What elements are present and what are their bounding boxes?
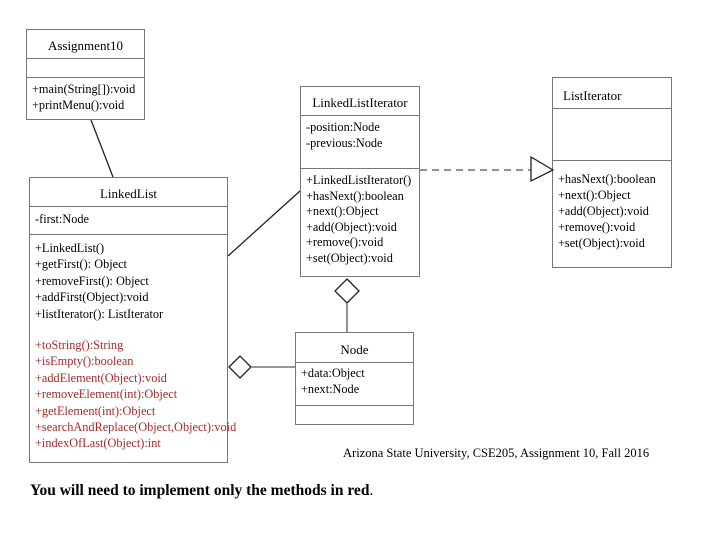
method-line: +remove():void — [558, 220, 636, 234]
method-line: +hasNext():boolean — [306, 188, 404, 203]
fields-compartment-linkedlistiterator — [301, 116, 419, 169]
method-line: +hasNext():boolean — [558, 172, 656, 186]
implementation-note — [30, 482, 373, 500]
aggregation-diamond-linkedlistiterator-node-icon — [335, 279, 359, 303]
method-line-red: +indexOfLast(Object):int — [35, 436, 161, 451]
methods-compartment-linkedlistiterator — [301, 169, 419, 267]
hollow-triangle-arrowhead-icon — [531, 157, 553, 181]
method-line: +next():Object — [306, 204, 379, 219]
class-box-linkedlist — [29, 177, 237, 463]
class-title-listiterator: ListIterator — [553, 78, 671, 109]
methods-compartment-linkedlist — [30, 235, 237, 452]
class-box-listiterator — [552, 77, 672, 268]
method-line-red: +getElement(int):Object — [35, 403, 156, 418]
method-line: +main(String[]):void — [32, 82, 136, 96]
method-line-red: +isEmpty():boolean — [35, 354, 134, 369]
association-line-linkedlist-linkedlistiterator — [228, 191, 300, 256]
method-line-red: +toString():String — [35, 338, 124, 353]
methods-compartment-listiterator — [553, 161, 671, 251]
method-line: +set(Object):void — [306, 250, 393, 265]
association-line-assignment10-linkedlist — [91, 120, 113, 177]
method-line: +LinkedListIterator() — [306, 173, 412, 187]
implementation-note-period: . — [369, 482, 374, 499]
method-line: +removeFirst(): Object — [35, 273, 149, 288]
method-line-red: +removeElement(int):Object — [35, 387, 178, 402]
field-line: -previous:Node — [306, 136, 383, 150]
class-box-assignment10 — [26, 29, 145, 120]
method-line: +remove():void — [306, 235, 384, 250]
class-title-assignment10: Assignment10 — [27, 30, 144, 59]
fields-compartment-listiterator — [553, 109, 671, 161]
method-line: +getFirst(): Object — [35, 257, 127, 272]
fields-compartment-linkedlist — [30, 207, 227, 235]
method-line: +LinkedList() — [35, 241, 105, 255]
methods-compartment-assignment10 — [27, 78, 144, 113]
class-title-node: Node — [296, 333, 413, 363]
field-line: +data:Object — [301, 366, 365, 380]
field-line: -first:Node — [35, 212, 89, 226]
class-box-linkedlistiterator — [300, 86, 420, 277]
method-line: +next():Object — [558, 188, 631, 202]
method-line: +set(Object):void — [558, 236, 645, 250]
method-line: +add(Object):void — [306, 219, 397, 234]
class-title-linkedlistiterator: LinkedListIterator — [301, 87, 419, 116]
method-line: +addFirst(Object):void — [35, 290, 149, 305]
method-line: +add(Object):void — [558, 204, 649, 218]
field-line: +next:Node — [301, 382, 360, 396]
field-line: -position:Node — [306, 120, 380, 134]
implementation-note-bold: You will need to implement only the methods in red — [30, 482, 370, 499]
fields-compartment-node — [296, 363, 413, 406]
method-line: +listIterator(): ListIterator — [35, 306, 164, 321]
class-box-node — [295, 332, 414, 425]
class-title-linkedlist: LinkedList — [30, 178, 227, 207]
fields-compartment-assignment10 — [27, 59, 144, 78]
diagram-caption: Arizona State University, CSE205, Assignment 10, Fall 2016 — [343, 446, 650, 460]
method-line-red: +addElement(Object):void — [35, 370, 167, 385]
method-gap — [30, 322, 227, 337]
method-line: +printMenu():void — [32, 98, 125, 112]
method-line-red: +searchAndReplace(Object,Object):void — [35, 420, 237, 435]
aggregation-diamond-linkedlist-node-icon — [229, 356, 251, 378]
